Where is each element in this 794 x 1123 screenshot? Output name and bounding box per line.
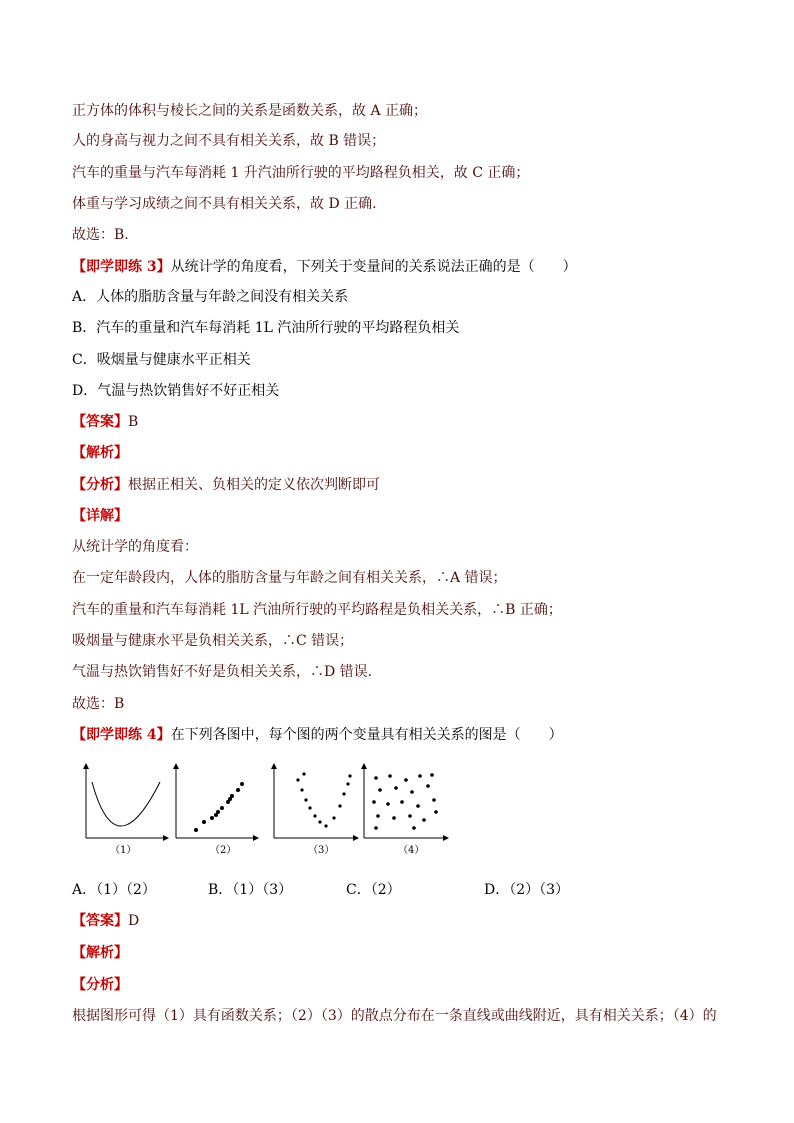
detail-line: 气温与热饮销售好不好是负相关关系，∴D 错误． [72, 664, 382, 680]
detail-heading [72, 506, 128, 526]
graph-label: （2） [210, 845, 237, 856]
question-4 [72, 725, 563, 745]
four-graphs-figure [72, 760, 452, 860]
question-3 [72, 257, 577, 277]
answer-line [72, 911, 139, 931]
fenxi-tag: 【分析】 [72, 977, 128, 993]
text-line: 人的身高与视力之间不具有相关关系，故 B 错误； [72, 133, 386, 149]
question-tag: 【即学即练 4】 [72, 727, 171, 743]
question-stem: 在下列各图中，每个图的两个变量具有相关关系的图是（ ） [170, 727, 563, 743]
graph-1 [86, 764, 168, 856]
option-c: C．吸烟量与健康水平正相关 [72, 352, 251, 368]
option-b: B．汽车的重量和汽车每消耗 1L 汽油所行驶的平均路程负相关 [72, 320, 460, 336]
conclusion-line: 故选：B [72, 696, 125, 712]
graph-label: （3） [308, 845, 335, 856]
option-d: D．气温与热饮销售好不好正相关 [72, 383, 280, 399]
option-d: D．（2）（3） [484, 882, 570, 898]
graph-2 [176, 764, 258, 856]
fenxi-text: 根据图形可得（1）具有函数关系；（2）（3）的散点分布在一条直线或曲线附近，具有相关关系；（4）的 [72, 1008, 717, 1024]
option-a: A．人体的脂肪含量与年龄之间没有相关关系 [72, 289, 349, 305]
question-stem: 从统计学的角度看，下列关于变量间的关系说法正确的是（ ） [170, 259, 577, 275]
analysis-tag: 【解析】 [72, 945, 128, 961]
graph-3 [274, 764, 358, 856]
detail-line: 在一定年龄段内，人体的脂肪含量与年龄之间有相关关系，∴A 错误； [72, 570, 507, 586]
question-tag: 【即学即练 3】 [72, 259, 171, 275]
graph-label: （4） [398, 845, 425, 856]
graph-label: （1） [110, 845, 137, 856]
fenxi-heading [72, 975, 128, 995]
detail-line: 汽车的重量和汽车每消耗 1L 汽油所行驶的平均路程是负相关关系，∴B 正确； [72, 602, 562, 618]
fenxi-line [72, 475, 380, 495]
analysis-tag: 【解析】 [72, 445, 128, 461]
analysis-heading [72, 943, 128, 963]
option-c: C．（2） [346, 882, 401, 898]
option-b: B．（1）（3） [208, 882, 293, 898]
text-line: 体重与学习成绩之间不具有相关关系，故 D 正确. [72, 196, 377, 212]
answer-tag: 【答案】 [72, 414, 128, 430]
conclusion-line: 故选：B. [72, 227, 129, 243]
answer-tag: 【答案】 [72, 913, 128, 929]
graph-4 [364, 764, 448, 856]
answer-value: D [128, 913, 140, 929]
answer-value: B [128, 414, 139, 430]
detail-line: 吸烟量与健康水平是负相关关系，∴C 错误； [72, 633, 354, 649]
text-line: 正方体的体积与棱长之间的关系是函数关系，故 A 正确； [72, 103, 428, 119]
option-a: A．（1）（2） [72, 882, 156, 898]
text-line: 汽车的重量与汽车每消耗 1 升汽油所行驶的平均路程负相关，故 C 正确； [72, 165, 530, 181]
detail-line: 从统计学的角度看： [72, 539, 198, 555]
answer-line [72, 412, 138, 432]
fenxi-tag: 【分析】 [72, 477, 128, 493]
analysis-heading [72, 443, 128, 463]
fenxi-text: 根据正相关、负相关的定义依次判断即可 [128, 477, 380, 493]
detail-tag: 【详解】 [72, 508, 128, 524]
